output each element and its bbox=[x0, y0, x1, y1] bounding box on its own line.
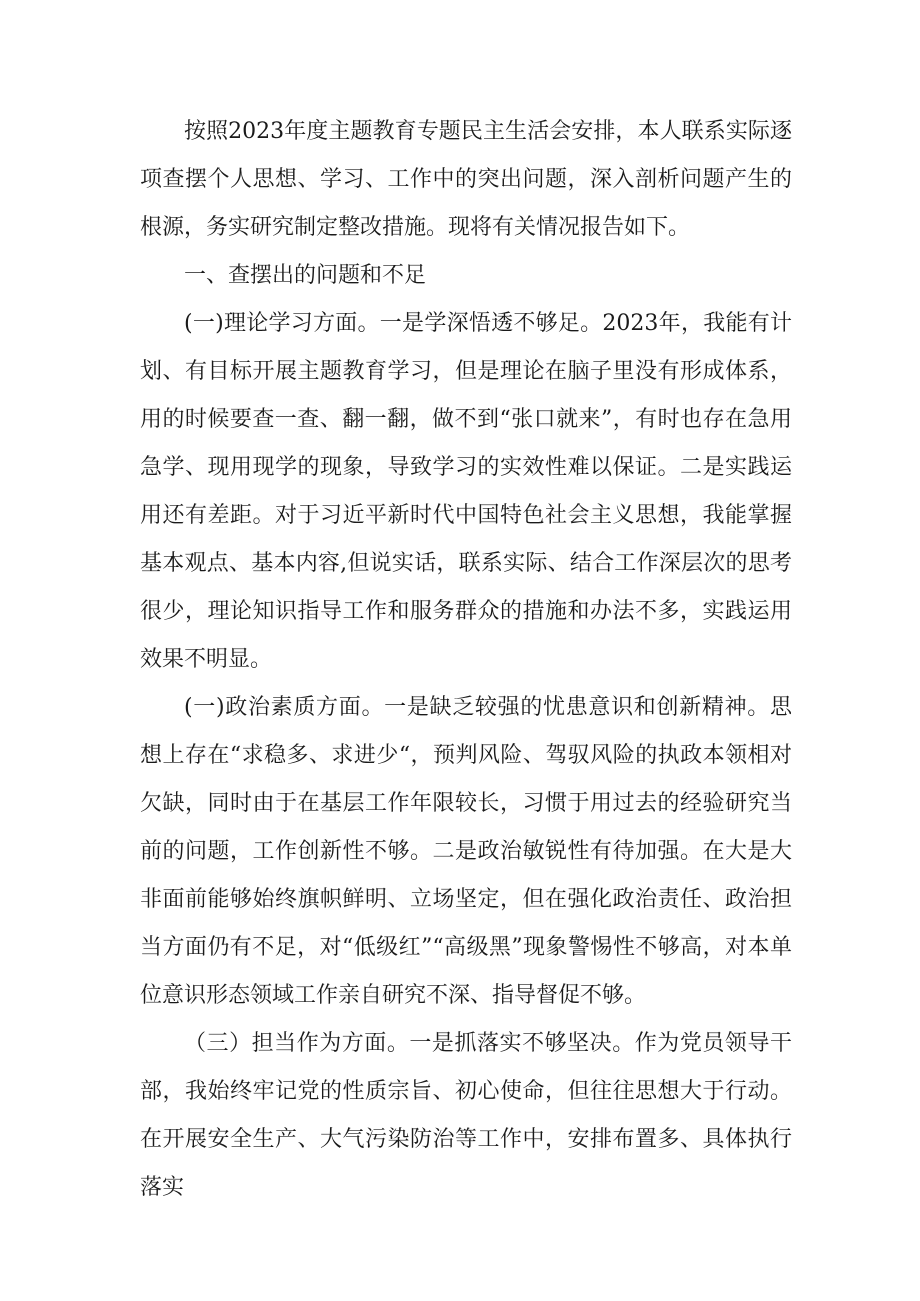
section-heading-problems: 一、查摆出的问题和不足 bbox=[184, 263, 427, 288]
paragraph-responsibility: （三）担当作为方面。一是抓落实不够坚决。作为党员领导干部，我始终牢记党的性质宗旨、初心使命，但往往思想大于行动。在开展安全生产、大气污染防治等工作中，安排布置多、具体执行落实 bbox=[140, 1031, 792, 1200]
document-body bbox=[140, 108, 792, 1212]
paragraph-political-quality: (一)政治素质方面。一是缺乏较强的忧患意识和创新精神。思想上存在“求稳多、求进少“，预判风险、驾驭风险的执政本领相对欠缺，同时由于在基层工作年限较长，习惯于用过去的经验研究当前的问题，工作创新性不够。二是政治敏锐性有待加强。在大是大非面前能够始终旗帜鲜明、立场坚定，但在强化政治责任、政治担当方面仍有不足，对“低级红”“高级黑”现象警惕性不够高，对本单位意识形态领域工作亲自研究不深、指导督促不够。 bbox=[140, 695, 792, 1008]
intro-paragraph: 按照2023年度主题教育专题民主生活会安排，本人联系实际逐项查摆个人思想、学习、工作中的突出问题，深入剖析问题产生的根源，务实研究制定整改措施。现将有关情况报告如下。 bbox=[140, 119, 792, 240]
paragraph-theory-study: (一)理论学习方面。一是学深悟透不够足。2023年，我能有计划、有目标开展主题教育学习，但是理论在脑子里没有形成体系，用的时候要查一查、翻一翻，做不到“张口就来”，有时也存在急用急学、现用现学的现象，导致学习的实效性难以保证。二是实践运用还有差距。对于习近平新时代中国特色社会主义思想，我能掌握基本观点、基本内容,但说实话，联系实际、结合工作深层次的思考很少，理论知识指导工作和服务群众的措施和办法不多，实践运用效果不明显。 bbox=[140, 311, 792, 672]
